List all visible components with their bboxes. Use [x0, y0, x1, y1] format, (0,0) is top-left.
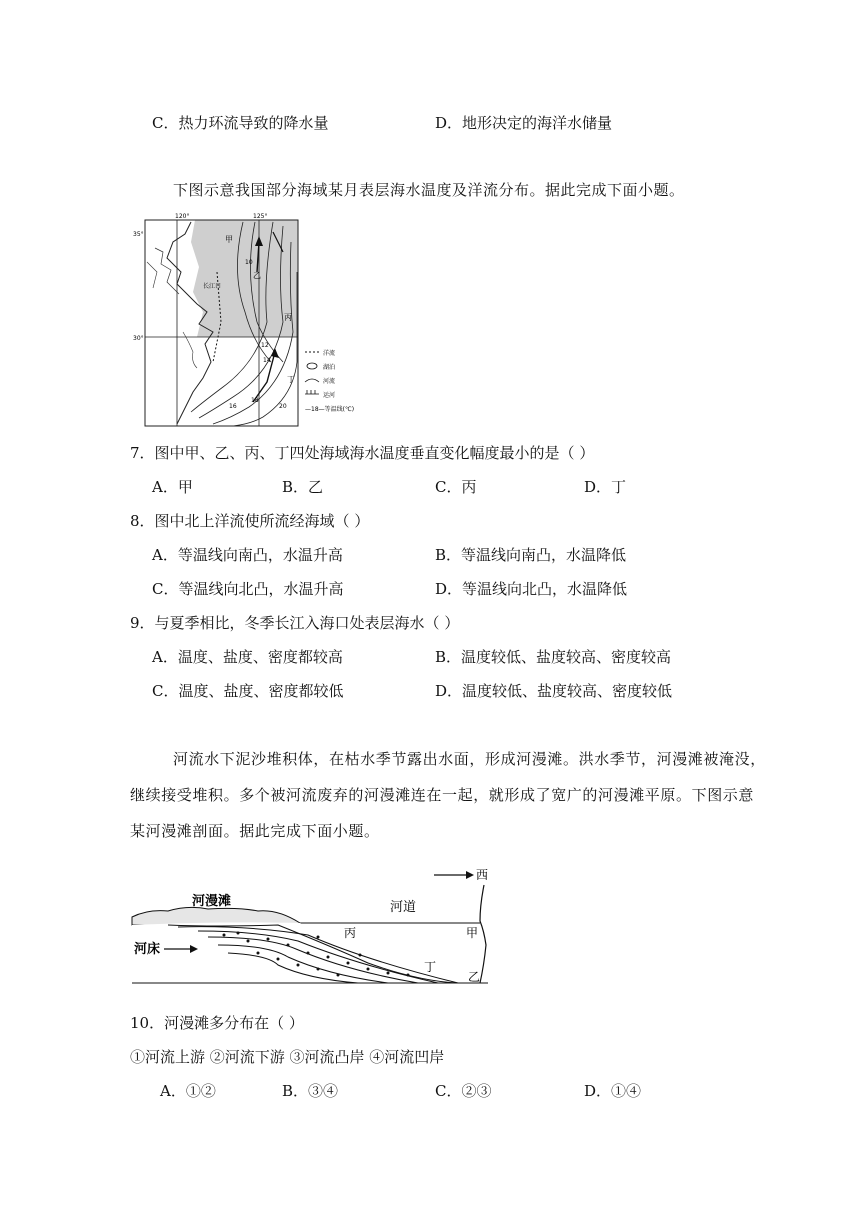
point-ding: 丁: [424, 960, 437, 974]
q8-option-c: C．等温线向北凸，水温升高: [152, 580, 344, 598]
place-ding: 丁: [287, 375, 295, 384]
place-bing: 丙: [284, 313, 292, 322]
isotherm-10: 10: [245, 259, 253, 266]
q9-option-b: B．温度较低、盐度较高、密度较高: [435, 648, 672, 666]
legend-lake: 湖泊: [323, 364, 336, 371]
isotherm-14: 14: [263, 357, 271, 364]
isotherm-12: 12: [261, 342, 269, 349]
q7-option-b: B．乙: [282, 478, 324, 496]
q7-stem: 7．图中甲、乙、丙、丁四处海域海水温度垂直变化幅度最小的是（ ）: [130, 444, 595, 462]
q10-stem: 10．河漫滩多分布在（ ）: [130, 1014, 304, 1032]
q8-stem: 8．图中北上洋流使所流经海域（ ）: [130, 512, 370, 530]
isotherm-18: 18: [251, 397, 259, 404]
q8-option-b: B．等温线向南凸，水温降低: [435, 546, 627, 564]
legend-current: 洋流: [323, 350, 336, 357]
label-floodplain: 河漫滩: [192, 894, 232, 909]
q10-option-c: C．②③: [435, 1082, 492, 1100]
q7-option-d: D．丁: [584, 478, 627, 496]
q10-choices: ①河流上游 ②河流下游 ③河流凸岸 ④河流凹岸: [130, 1048, 445, 1066]
q6-option-c: C．热力环流导致的降水量: [152, 114, 329, 132]
lon-label-125: 125°: [253, 213, 268, 220]
sea-temperature-map: [133, 212, 365, 430]
q8-option-d: D．等温线向北凸，水温降低: [435, 580, 628, 598]
intro-text-2-line-3: 某河漫滩剖面。据此完成下面小题。: [130, 822, 380, 840]
q7-option-a: A．甲: [152, 478, 193, 496]
place-jia: 甲: [225, 235, 233, 244]
legend-canal: 运河: [323, 392, 336, 399]
lat-label-30: 30°: [133, 335, 144, 342]
intro-text-1: 下图示意我国部分海域某月表层海水温度及洋流分布。据此完成下面小题。: [173, 181, 685, 199]
intro-text-2-line-2: 继续接受堆积。多个被河流废弃的河漫滩连在一起，就形成了宽广的河漫滩平原。下图示意: [130, 786, 755, 804]
q6-option-d: D．地形决定的海洋水储量: [435, 114, 613, 132]
isotherm-16: 16: [229, 403, 237, 410]
intro-text-2-line-1: 河流水下泥沙堆积体，在枯水季节露出水面，形成河漫滩。洪水季节，河漫滩被淹没，: [173, 750, 766, 768]
isotherm-20: 20: [279, 403, 287, 410]
q10-option-a: A．①②: [160, 1082, 216, 1100]
place-yi: 乙: [253, 271, 261, 280]
direction-west: 西: [476, 868, 489, 882]
q9-stem: 9．与夏季相比，冬季长江入海口处表层海水（ ）: [130, 614, 460, 632]
label-riverbed: 河床: [134, 942, 161, 957]
point-jia: 甲: [466, 926, 479, 940]
q9-option-c: C．温度、盐度、密度都较低: [152, 682, 344, 700]
lon-label-120: 120°: [175, 213, 190, 220]
q8-option-a: A．等温线向南凸，水温升高: [152, 546, 343, 564]
point-bing: 丙: [344, 926, 357, 940]
q9-option-d: D．温度较低、盐度较高、密度较低: [435, 682, 673, 700]
river-mouth-label: 长江口: [203, 283, 222, 290]
lat-label-35: 35°: [133, 231, 144, 238]
point-yi: 乙: [468, 970, 481, 984]
q7-option-c: C．丙: [435, 478, 477, 496]
q10-option-d: D．①④: [584, 1082, 642, 1100]
floodplain-cross-section: [128, 865, 500, 987]
q9-option-a: A．温度、盐度、密度都较高: [152, 648, 343, 666]
legend-river: 河流: [323, 378, 336, 385]
legend-isotherm: —18—等温线(℃): [305, 406, 355, 413]
label-channel: 河道: [390, 900, 417, 915]
q10-option-b: B．③④: [282, 1082, 339, 1100]
